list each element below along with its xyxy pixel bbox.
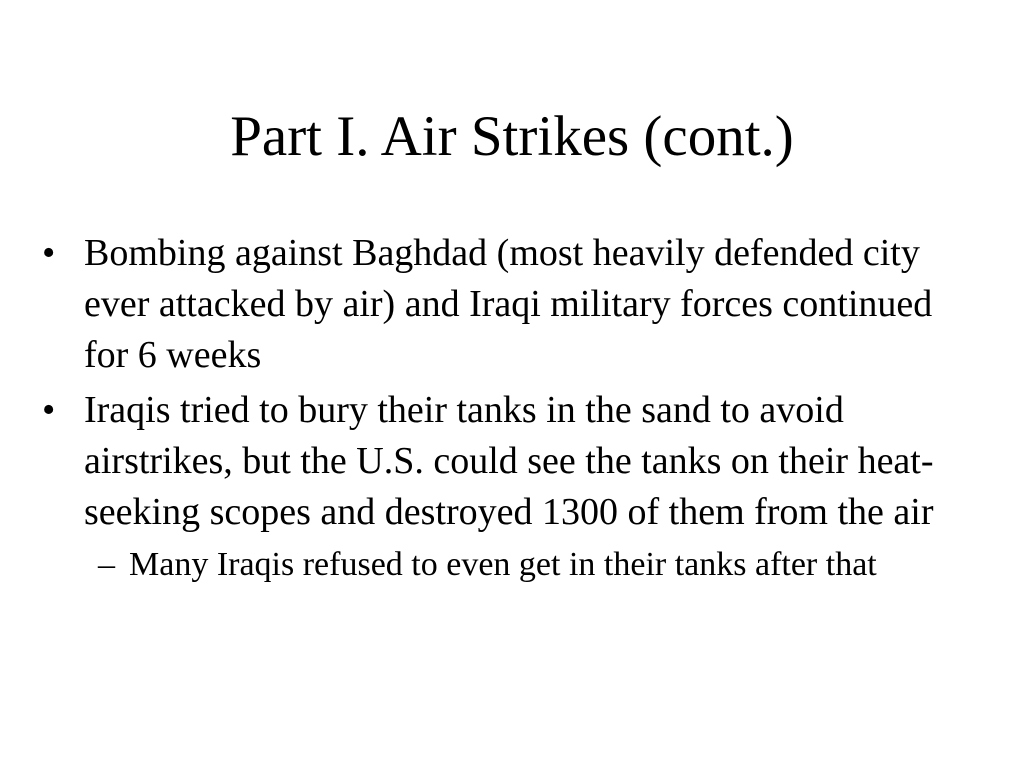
sub-bullet-marker: – bbox=[98, 546, 115, 583]
bullet-item-bombing bbox=[42, 228, 972, 381]
sub-bullet-text: Many Iraqis refused to even get in their tanks after that bbox=[129, 546, 877, 583]
bullet-text: Iraqis tried to bury their tanks in the sand to avoid airstrikes, but the U.S. could see the tanks on their heat-seeking scopes and destroyed 1300 of them from the air bbox=[84, 389, 934, 533]
bullet-item-tanks bbox=[42, 385, 972, 586]
bullet-text: Bombing against Baghdad (most heavily defended city ever attacked by air) and Iraqi military forces continued for 6 weeks bbox=[84, 232, 933, 376]
bullet-marker: • bbox=[42, 389, 56, 431]
bullet-marker: • bbox=[42, 232, 56, 274]
slide-title: Part I. Air Strikes (cont.) bbox=[230, 105, 794, 168]
sub-bullet-item bbox=[84, 544, 972, 586]
sub-bullet-list bbox=[84, 544, 972, 586]
bullet-list bbox=[42, 228, 972, 590]
